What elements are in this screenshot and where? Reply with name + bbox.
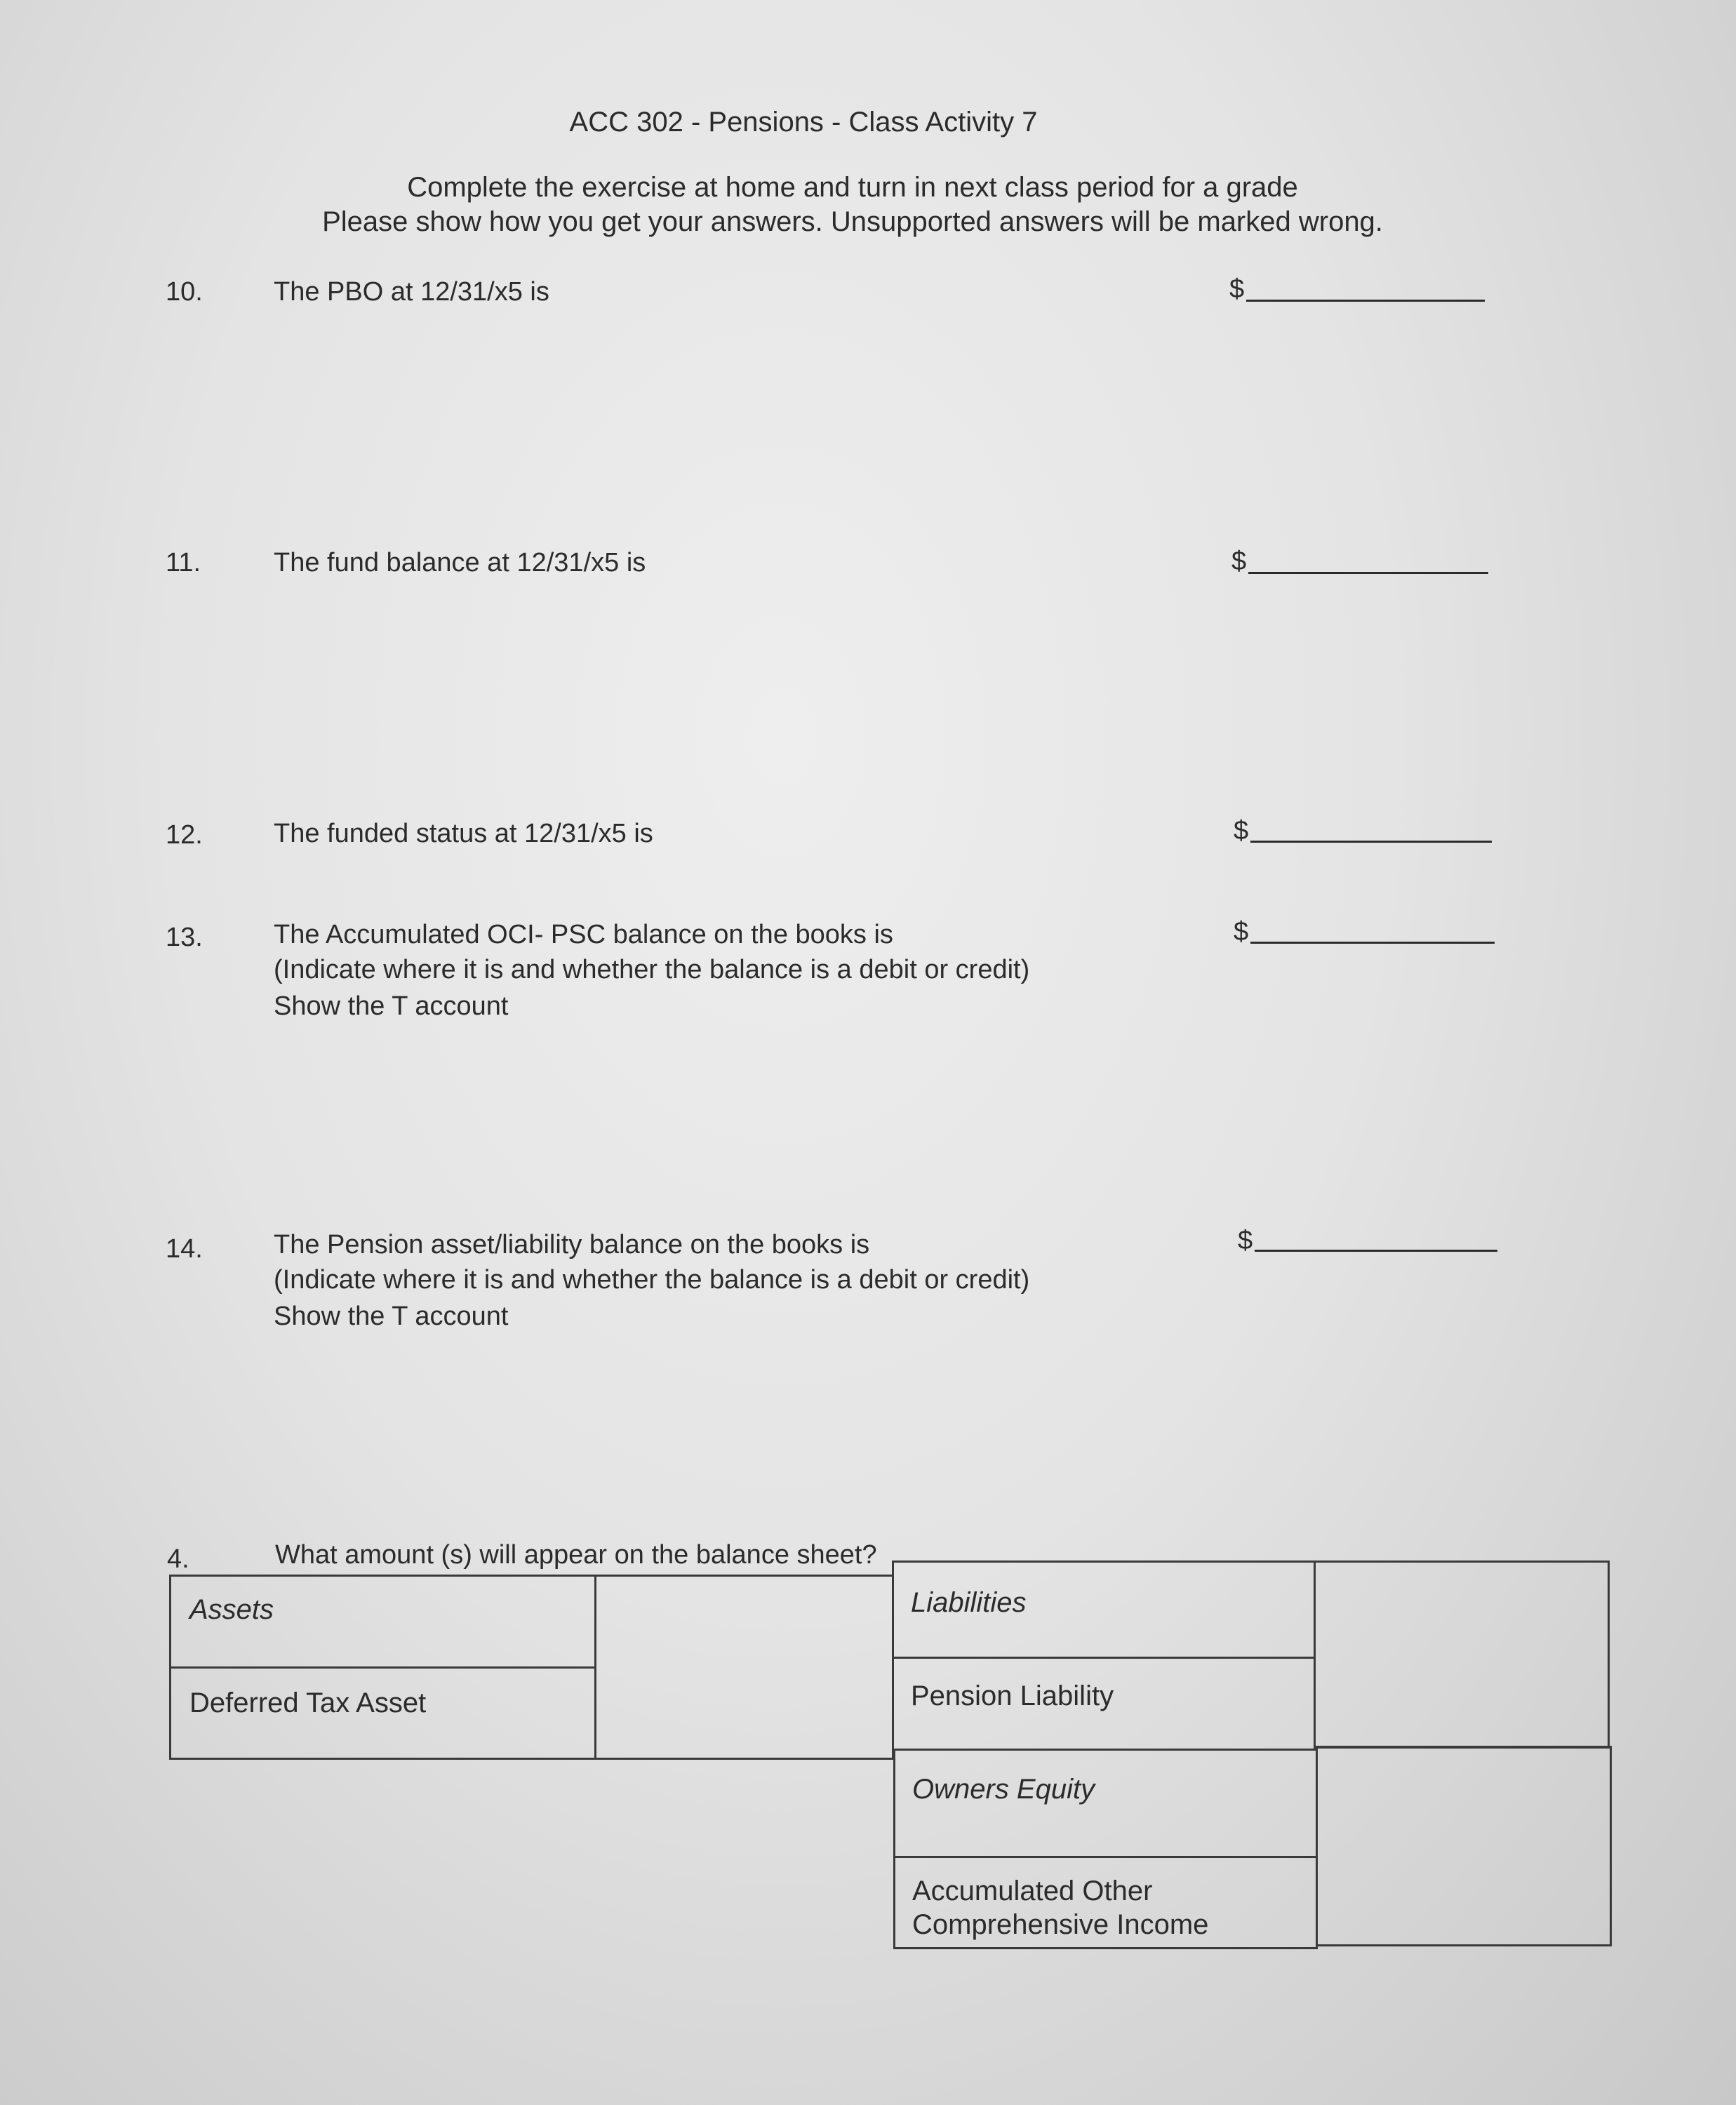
question-14-line-2: (Indicate where it is and whether the balance is a debit or credit) [274,1265,1030,1295]
question-14-answer-blank[interactable] [1255,1250,1497,1252]
pension-liability-label: Pension Liability [911,1680,1114,1711]
question-14-number: 14. [166,1234,203,1264]
deferred-tax-asset-cell [169,1666,596,1760]
question-13-line-2: (Indicate where it is and whether the balance is a debit or credit) [274,955,1030,984]
assets-amount-cell[interactable] [594,1575,894,1760]
question-11-dollar-sign: $ [1231,547,1247,576]
aoci-cell [893,1856,1318,1949]
assets-header-label: Assets [189,1594,274,1625]
question-11-text: The fund balance at 12/31/x5 is [274,548,646,577]
equity-amount-cell[interactable] [1316,1746,1612,1946]
question-13-number: 13. [166,923,203,952]
instruction-line-2: Please show how you get your answers. Unsupported answers will be marked wrong. [322,206,1383,237]
question-13-line-3: Show the T account [274,991,509,1021]
deferred-tax-asset-label: Deferred Tax Asset [189,1688,427,1718]
question-11-answer-blank[interactable] [1248,572,1488,574]
assets-header-cell [169,1575,596,1669]
question-14-dollar-sign: $ [1238,1226,1253,1255]
question-13-answer-blank[interactable] [1250,942,1495,944]
question-10-number: 10. [166,277,203,307]
instruction-line-1: Complete the exercise at home and turn in next class period for a grade [407,172,1298,203]
question-13-dollar-sign: $ [1234,917,1249,947]
balance-sheet-question-number: 4. [167,1544,189,1574]
page-title: ACC 302 - Pensions - Class Activity 7 [569,107,1038,138]
aoci-label-line-2: Comprehensive Income [912,1909,1209,1940]
liabilities-header-cell [892,1561,1316,1659]
question-14-line-1: The Pension asset/liability balance on the books is [274,1230,870,1259]
pension-liability-cell [892,1657,1316,1751]
owners-equity-header-label: Owners Equity [912,1774,1095,1805]
question-10-answer-blank[interactable] [1246,300,1485,302]
aoci-label-line-1: Accumulated Other [912,1876,1153,1906]
owners-equity-header-cell [893,1749,1318,1858]
question-12-number: 12. [166,820,203,850]
question-10-text: The PBO at 12/31/x5 is [274,277,549,307]
question-14-line-3: Show the T account [274,1302,509,1331]
liabilities-header-label: Liabilities [911,1587,1027,1618]
question-11-number: 11. [166,548,201,577]
question-10-dollar-sign: $ [1229,274,1245,304]
balance-sheet-question-text: What amount (s) will appear on the balance sheet? [275,1540,877,1570]
liabilities-amount-cell[interactable] [1314,1561,1610,1749]
question-12-text: The funded status at 12/31/x5 is [274,819,653,848]
question-13-line-1: The Accumulated OCI- PSC balance on the books is [274,920,893,949]
question-12-dollar-sign: $ [1234,816,1249,846]
question-12-answer-blank[interactable] [1250,841,1492,843]
